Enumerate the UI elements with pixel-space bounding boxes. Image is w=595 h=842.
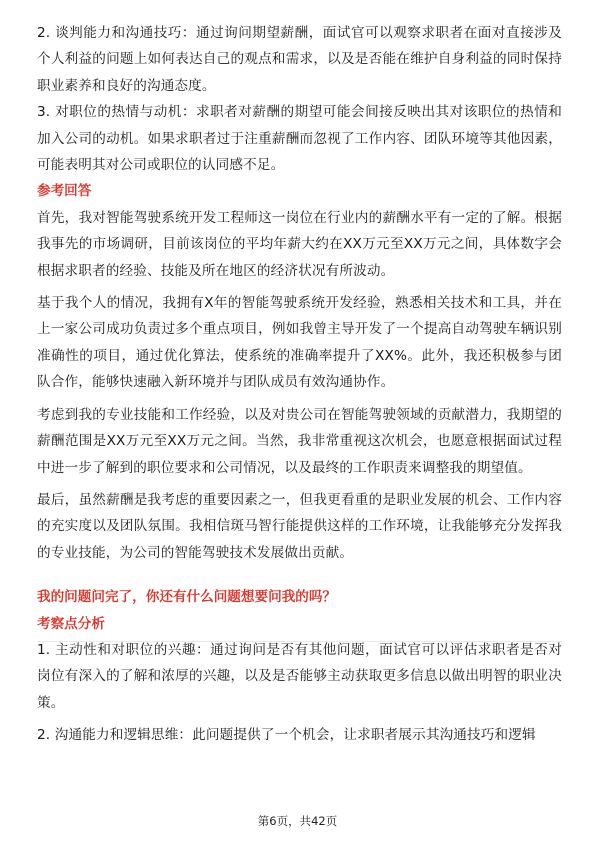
answer-paragraph-2: 基于我个人的情况，我拥有X年的智能驾驶系统开发经验，熟悉相关技术和工具，并在上一家公司成功负责过多个重点项目，例如我曾主导开发了一个提高自动驾驶车辆识别准确性的项目，通过优化算法，使系统的准确率提升了XX%。此外，我还积极参与团队合作，能够快速融入新环境并与团队成员有效沟通协作。	[37, 295, 562, 391]
analysis-item-3: 3. 对职位的热情与动机：求职者对薪酬的期望可能会间接反映出其对该职位的热情和加入公司的动机。如果求职者过于注重薪酬而忽视了工作内容、团队环境等其他因素，可能表明其对公司或职位的认同感不足。	[37, 104, 562, 174]
analysis-heading: 考察点分析	[37, 615, 105, 632]
question-analysis-item-1: 1. 主动性和对职位的兴趣：通过询问是否有其他问题，面试官可以评估求职者是否对岗位有深入的了解和浓厚的兴趣，以及是否能够主动获取更多信息以做出明智的职业决策。	[37, 641, 562, 711]
answer-paragraph-3: 考虑到我的专业技能和工作经验，以及对贵公司在智能驾驶领域的贡献潜力，我期望的薪酬范围是XX万元至XX万元之间。当然，我非常重视这次机会，也愿意根据面试过程中进一步了解到的职位要求和公司情况，以及最终的工作职责来调整我的期望值。	[37, 406, 562, 476]
question-title: 我的问题问完了，你还有什么问题想要问我的吗？	[37, 589, 337, 606]
page-number: 第6页，共42页	[257, 814, 338, 828]
section-divider	[37, 641, 562, 642]
answer-paragraph-4: 最后，虽然薪酬是我考虑的重要因素之一，但我更看重的是职业发展的机会、工作内容的充实度以及团队氛围。我相信斑马智行能提供这样的工作环境，让我能够充分发挥我的专业技能，为公司的智能驾驶技术发展做出贡献。	[37, 491, 562, 561]
document-page	[37, 20, 562, 749]
question-analysis-item-2: 2. 沟通能力和逻辑思维：此问题提供了一个机会，让求职者展示其沟通技巧和逻辑	[37, 727, 536, 744]
reference-answer-heading: 参考回答	[37, 183, 92, 200]
analysis-item-2: 2. 谈判能力和沟通技巧：通过询问期望薪酬，面试官可以观察求职者在面对直接涉及个人利益的问题上如何表达自己的观点和需求，以及是否能在维护自身利益的同时保持职业素养和良好的沟通态度。	[37, 25, 562, 94]
answer-paragraph-1: 首先，我对智能驾驶系统开发工程师这一岗位在行业内的薪酬水平有一定的了解。根据我事先的市场调研，目前该岗位的平均年薪大约在XX万元至XX万元之间，具体数字会根据求职者的经验、技能及所在地区的经济状况有所波动。	[37, 209, 562, 279]
